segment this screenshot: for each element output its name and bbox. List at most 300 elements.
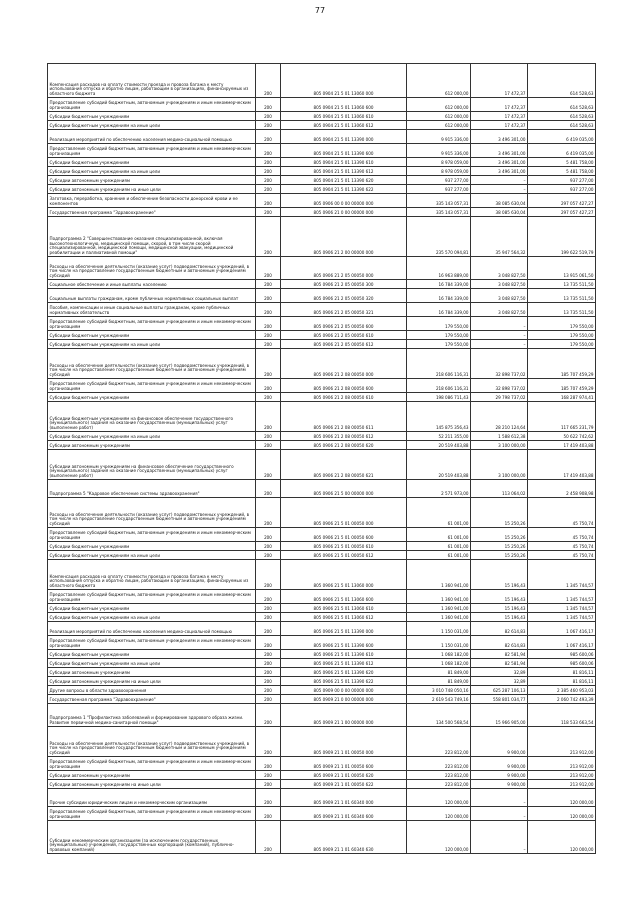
row-unexecuted-amount: 179 550,00	[528, 340, 596, 349]
row-budget-code: 805 0906 21 5 01 00050 612	[281, 551, 407, 560]
row-budget-code: 805 0906 21 2 08 00050 600	[281, 379, 407, 393]
row-description: Предоставление субсидий бюджетным, автономным учреждениям и иным некоммерческим организациям	[48, 590, 256, 604]
row-code-group: 200	[256, 121, 281, 130]
row-budget-code: 805 0906 21 5 01 13390 610	[281, 650, 407, 659]
row-code-group: 200	[256, 560, 281, 590]
row-approved-amount: 16 784 339,00	[407, 303, 471, 317]
row-unexecuted-amount: 120 000,00	[528, 807, 596, 821]
row-unexecuted-amount: 6 419 035,00	[528, 144, 596, 158]
row-description: Субсидии некоммерческим организациям (за исключением государственных (муниципальных) учреждений, государственных корпораций (компаний), публично-правовых компаний)	[48, 821, 256, 854]
row-description: Субсидии автономным учреждениям	[48, 668, 256, 677]
row-executed-amount: 9 900,00	[471, 757, 528, 771]
row-executed-amount: 9 900,00	[471, 727, 528, 757]
row-description: Предоставление субсидий бюджетным, автономным учреждениям и иным некоммерческим организациям	[48, 144, 256, 158]
row-description: Субсидии автономным учреждениям	[48, 441, 256, 450]
row-executed-amount: 3 048 827,50	[471, 303, 528, 317]
row-description: Заготовка, переработка, хранение и обеспечение безопасности донорской крови и ее компонентов	[48, 194, 256, 208]
row-unexecuted-amount: 120 000,00	[528, 789, 596, 807]
row-executed-amount: 32 898 737,02	[471, 379, 528, 393]
row-budget-code: 805 0904 21 5 01 13390 000	[281, 130, 407, 144]
table-row	[48, 393, 596, 402]
row-approved-amount: 8 978 059,00	[407, 167, 471, 176]
table-row	[48, 379, 596, 393]
row-description: Государственная программа "Здравоохранение"	[48, 208, 256, 217]
table-row	[48, 317, 596, 331]
row-executed-amount: 9 900,00	[471, 780, 528, 789]
table-row	[48, 349, 596, 379]
row-executed-amount: –	[471, 789, 528, 807]
row-code-group: 200	[256, 613, 281, 622]
row-unexecuted-amount: 81 816,11	[528, 668, 596, 677]
row-executed-amount: 82 581,94	[471, 650, 528, 659]
table-row	[48, 450, 596, 480]
row-description: Субсидии бюджетным учреждениям	[48, 542, 256, 551]
row-description: Субсидии бюджетным учреждениям на иные цели	[48, 167, 256, 176]
row-unexecuted-amount: 13 735 511,50	[528, 303, 596, 317]
row-budget-code: 805 0909 21 1 01 00050 622	[281, 780, 407, 789]
table-row	[48, 551, 596, 560]
page-number: 77	[314, 6, 326, 15]
row-code-group: 200	[256, 167, 281, 176]
row-unexecuted-amount: 937 277,00	[528, 176, 596, 185]
row-code-group: 200	[256, 757, 281, 771]
row-executed-amount: 15 250,26	[471, 542, 528, 551]
row-executed-amount: –	[471, 807, 528, 821]
row-approved-amount: 937 277,00	[407, 176, 471, 185]
row-description: Реализация мероприятий по обеспечению населения медико-социальной помощью	[48, 130, 256, 144]
row-budget-code: 805 0906 21 5 01 13390 000	[281, 622, 407, 636]
row-executed-amount: 15 196,43	[471, 590, 528, 604]
row-description: Субсидии бюджетным учреждениям на иные цели	[48, 432, 256, 441]
row-executed-amount: 17 472,37	[471, 98, 528, 112]
table-row	[48, 636, 596, 650]
row-budget-code: 805 0906 21 5 01 13060 610	[281, 604, 407, 613]
row-approved-amount: 937 277,00	[407, 185, 471, 194]
row-approved-amount: 223 812,00	[407, 727, 471, 757]
table-row	[48, 668, 596, 677]
row-approved-amount: 223 812,00	[407, 757, 471, 771]
row-code-group: 200	[256, 194, 281, 208]
table-row	[48, 432, 596, 441]
row-executed-amount: 82 614,83	[471, 622, 528, 636]
table-row	[48, 303, 596, 317]
row-unexecuted-amount: 937 277,00	[528, 185, 596, 194]
row-executed-amount: 15 196,43	[471, 560, 528, 590]
row-executed-amount: 15 250,26	[471, 528, 528, 542]
row-description: Предоставление субсидий бюджетным, автономным учреждениям и иным некоммерческим организациям	[48, 528, 256, 542]
table-row	[48, 659, 596, 668]
row-unexecuted-amount: 614 528,63	[528, 98, 596, 112]
table-row	[48, 498, 596, 528]
row-description: Предоставление субсидий бюджетным, автономным учреждениям и иным некоммерческим организациям	[48, 317, 256, 331]
row-budget-code: 805 0904 21 5 01 13060 610	[281, 112, 407, 121]
table-row	[48, 821, 596, 854]
row-code-group: 200	[256, 257, 281, 280]
row-description: Субсидии автономным учреждениям на финансовое обеспечение государственного (муниципального) задания на оказание государственных (муниципальных) услуг (выполнение работ)	[48, 450, 256, 480]
row-description: Социальные выплаты гражданам, кроме публичных нормативных социальных выплат	[48, 289, 256, 303]
row-approved-amount: 335 143 057,31	[407, 194, 471, 208]
row-approved-amount: 1 068 182,00	[407, 650, 471, 659]
row-code-group: 200	[256, 432, 281, 441]
row-description: Субсидии бюджетным учреждениям на иные цели	[48, 659, 256, 668]
row-code-group: 200	[256, 807, 281, 821]
row-approved-amount: 20 519 403,88	[407, 450, 471, 480]
row-approved-amount: 1 360 941,00	[407, 590, 471, 604]
row-unexecuted-amount: 45 750,74	[528, 498, 596, 528]
budget-table	[47, 63, 596, 854]
row-approved-amount: 16 784 339,00	[407, 289, 471, 303]
row-approved-amount: 81 849,00	[407, 677, 471, 686]
row-description: Субсидии бюджетным учреждениям на иные цели	[48, 340, 256, 349]
table-row	[48, 208, 596, 217]
row-approved-amount: 335 143 057,31	[407, 208, 471, 217]
row-approved-amount: 223 812,00	[407, 780, 471, 789]
row-budget-code: 805 0906 21 5 01 13060 600	[281, 590, 407, 604]
table-row	[48, 167, 596, 176]
row-unexecuted-amount: 17 419 403,88	[528, 441, 596, 450]
row-approved-amount: 81 849,00	[407, 668, 471, 677]
row-executed-amount: 15 196,43	[471, 613, 528, 622]
row-budget-code: 805 0906 21 5 01 00050 600	[281, 528, 407, 542]
row-description: Субсидии бюджетным учреждениям	[48, 650, 256, 659]
row-approved-amount: 61 001,00	[407, 498, 471, 528]
row-executed-amount: 3 496 301,00	[471, 167, 528, 176]
row-code-group: 200	[256, 340, 281, 349]
row-approved-amount: 612 000,00	[407, 121, 471, 130]
row-code-group: 200	[256, 280, 281, 289]
row-budget-code: 805 0906 21 2 05 00050 610	[281, 331, 407, 340]
row-unexecuted-amount: 5 481 758,00	[528, 158, 596, 167]
row-budget-code: 805 0909 21 0 00 00000 000	[281, 695, 407, 704]
row-code-group: 200	[256, 144, 281, 158]
table-row	[48, 144, 596, 158]
row-unexecuted-amount: 179 550,00	[528, 317, 596, 331]
row-unexecuted-amount: 1 345 744,57	[528, 590, 596, 604]
row-description: Субсидии автономным учреждениям на иные цели	[48, 780, 256, 789]
row-code-group: 200	[256, 393, 281, 402]
row-executed-amount: 3 496 301,00	[471, 144, 528, 158]
row-executed-amount: 3 048 827,50	[471, 257, 528, 280]
row-executed-amount: 32 898 737,02	[471, 349, 528, 379]
row-approved-amount: 2 619 543 749,16	[407, 695, 471, 704]
row-description: Субсидии бюджетным учреждениям на иные цели	[48, 121, 256, 130]
row-description: Компенсация расходов на оплату стоимости проезда и провоза багажа к месту использования отпуска и обратно лицам, работающим в организациях, финансируемых из областного бюджета	[48, 64, 256, 98]
row-budget-code: 805 0906 21 5 00 00000 000	[281, 480, 407, 498]
row-budget-code: 805 0906 21 5 01 13390 622	[281, 677, 407, 686]
row-budget-code: 805 0906 21 2 05 00050 321	[281, 303, 407, 317]
row-unexecuted-amount: 297 057 427,27	[528, 208, 596, 217]
row-unexecuted-amount: 50 622 742,62	[528, 432, 596, 441]
row-budget-code: 805 0904 21 5 01 13390 600	[281, 144, 407, 158]
table-row	[48, 677, 596, 686]
row-unexecuted-amount: 5 481 758,00	[528, 167, 596, 176]
row-budget-code: 805 0906 21 5 01 13060 000	[281, 560, 407, 590]
row-unexecuted-amount: 1 067 416,17	[528, 622, 596, 636]
row-budget-code: 805 0906 21 0 00 00000 000	[281, 208, 407, 217]
row-code-group: 200	[256, 64, 281, 98]
row-unexecuted-amount: 2 385 460 953,03	[528, 686, 596, 695]
row-description: Предоставление субсидий бюджетным, автономным учреждениям и иным некоммерческим организациям	[48, 757, 256, 771]
table-row	[48, 807, 596, 821]
table-row	[48, 217, 596, 257]
row-executed-amount: 17 472,37	[471, 112, 528, 121]
row-executed-amount: 38 085 630,04	[471, 208, 528, 217]
row-unexecuted-amount: 1 345 744,57	[528, 613, 596, 622]
row-code-group: 200	[256, 650, 281, 659]
row-unexecuted-amount: 117 665 231,79	[528, 402, 596, 432]
row-code-group: 200	[256, 659, 281, 668]
row-description: Субсидии бюджетным учреждениям на иные цели	[48, 613, 256, 622]
row-approved-amount: 218 606 116,31	[407, 379, 471, 393]
row-description: Расходы на обеспечение деятельности (оказание услуг) подведомственных учреждений, в том числе на предоставление государственным бюджетным и автономным учреждениям субсидий	[48, 498, 256, 528]
row-approved-amount: 9 915 336,00	[407, 130, 471, 144]
row-approved-amount: 1 360 941,00	[407, 560, 471, 590]
row-description: Пособия, компенсации и иные социальные выплаты гражданам, кроме публичных нормативных обязательств	[48, 303, 256, 317]
row-unexecuted-amount: 213 912,00	[528, 780, 596, 789]
row-budget-code: 805 0904 21 5 01 13390 622	[281, 185, 407, 194]
row-approved-amount: 61 001,00	[407, 551, 471, 560]
row-description: Расходы на обеспечение деятельности (оказание услуг) подведомственных учреждений, в том числе на предоставление государственным бюджетным и автономным учреждениям субсидий	[48, 727, 256, 757]
table-row	[48, 727, 596, 757]
row-code-group: 200	[256, 158, 281, 167]
row-description: Предоставление субсидий бюджетным, автономным учреждениям и иным некоммерческим организациям	[48, 379, 256, 393]
row-code-group: 200	[256, 780, 281, 789]
row-code-group: 200	[256, 185, 281, 194]
row-unexecuted-amount: 297 057 427,27	[528, 194, 596, 208]
row-approved-amount: 179 550,00	[407, 331, 471, 340]
row-description: Субсидии бюджетным учреждениям	[48, 112, 256, 121]
row-approved-amount: 3 010 748 050,16	[407, 686, 471, 695]
row-budget-code: 805 0906 21 5 01 13390 612	[281, 659, 407, 668]
row-executed-amount: 3 496 301,00	[471, 158, 528, 167]
table-row	[48, 331, 596, 340]
row-code-group: 200	[256, 217, 281, 257]
row-description: Подпрограмма 2 "Совершенствование оказания специализированной, включая высокотехнологичную, медицинской помощи, скорой, в том числе скорой специализированной, медицинской помощи, медицинской эвакуации, медицинской реабилитации и паллиативной помощи"	[48, 217, 256, 257]
row-description: Социальное обеспечение и иные выплаты населению	[48, 280, 256, 289]
row-description: Подпрограмма 5 "Кадровое обеспечение системы здравоохранения"	[48, 480, 256, 498]
table-row	[48, 771, 596, 780]
row-budget-code: 805 0906 21 2 08 00050 620	[281, 441, 407, 450]
row-budget-code: 805 0909 21 1 01 60340 600	[281, 807, 407, 821]
row-budget-code: 805 0906 21 2 08 00050 612	[281, 432, 407, 441]
row-code-group: 200	[256, 668, 281, 677]
row-unexecuted-amount: 1 067 416,17	[528, 636, 596, 650]
row-unexecuted-amount: 614 528,63	[528, 121, 596, 130]
row-approved-amount: 52 211 355,00	[407, 432, 471, 441]
table-row	[48, 528, 596, 542]
row-code-group: 200	[256, 379, 281, 393]
row-description: Субсидии бюджетным учреждениям на финансовое обеспечение государственного (муниципального) задания на оказание государственных (муниципальных) услуг (выполнение работ)	[48, 402, 256, 432]
row-unexecuted-amount: 13 735 511,50	[528, 289, 596, 303]
row-description: Субсидии бюджетным учреждениям	[48, 604, 256, 613]
row-unexecuted-amount: 2 458 908,98	[528, 480, 596, 498]
row-code-group: 200	[256, 821, 281, 854]
row-description: Государственная программа "Здравоохранение"	[48, 695, 256, 704]
row-budget-code: 805 0909 00 0 00 00000 000	[281, 686, 407, 695]
table-row	[48, 289, 596, 303]
row-budget-code: 805 0906 00 0 00 00000 000	[281, 194, 407, 208]
row-approved-amount: 223 812,00	[407, 771, 471, 780]
row-approved-amount: 1 150 031,00	[407, 622, 471, 636]
row-code-group: 200	[256, 528, 281, 542]
row-executed-amount: 9 900,00	[471, 771, 528, 780]
row-budget-code: 805 0906 21 5 01 13060 612	[281, 613, 407, 622]
row-budget-code: 805 0906 21 5 01 00050 000	[281, 498, 407, 528]
row-description: Компенсация расходов на оплату стоимости проезда и провоза багажа к месту использования отпуска и обратно лицам, работающим в организациях, финансируемых из областного бюджета	[48, 560, 256, 590]
row-approved-amount: 198 086 711,43	[407, 393, 471, 402]
row-budget-code: 805 0906 21 2 08 00050 610	[281, 393, 407, 402]
table-row	[48, 704, 596, 727]
row-unexecuted-amount: 81 816,11	[528, 677, 596, 686]
table-row	[48, 194, 596, 208]
row-unexecuted-amount: 45 750,74	[528, 528, 596, 542]
row-executed-amount: 3 100 000,00	[471, 441, 528, 450]
row-budget-code: 805 0906 21 2 05 00050 600	[281, 317, 407, 331]
table-row	[48, 441, 596, 450]
row-description: Расходы на обеспечение деятельности (оказание услуг) подведомственных учреждений, в том числе на предоставление государственным бюджетным и автономным учреждениям субсидий	[48, 257, 256, 280]
row-code-group: 200	[256, 98, 281, 112]
row-unexecuted-amount: 13 735 511,50	[528, 280, 596, 289]
row-budget-code: 805 0904 21 5 01 13390 612	[281, 167, 407, 176]
row-code-group: 200	[256, 542, 281, 551]
row-approved-amount: 8 978 059,00	[407, 158, 471, 167]
row-code-group: 200	[256, 289, 281, 303]
row-unexecuted-amount: 17 419 403,88	[528, 450, 596, 480]
row-code-group: 200	[256, 450, 281, 480]
row-code-group: 200	[256, 636, 281, 650]
row-code-group: 200	[256, 402, 281, 432]
row-description: Расходы на обеспечение деятельности (оказание услуг) подведомственных учреждений, в том числе на предоставление государственным бюджетным и автономным учреждениям субсидий	[48, 349, 256, 379]
row-approved-amount: 1 068 182,00	[407, 659, 471, 668]
row-code-group: 200	[256, 622, 281, 636]
row-approved-amount: 9 915 336,00	[407, 144, 471, 158]
table-row	[48, 695, 596, 704]
row-budget-code: 805 0906 21 2 08 00050 621	[281, 450, 407, 480]
row-code-group: 200	[256, 349, 281, 379]
table-row	[48, 176, 596, 185]
row-executed-amount: –	[471, 317, 528, 331]
row-description: Предоставление субсидий бюджетным, автономным учреждениям и иным некоммерческим организациям	[48, 807, 256, 821]
row-executed-amount: 15 250,26	[471, 498, 528, 528]
row-executed-amount: –	[471, 331, 528, 340]
row-executed-amount: 29 798 737,02	[471, 393, 528, 402]
row-budget-code: 805 0909 21 1 01 00050 620	[281, 771, 407, 780]
row-code-group: 200	[256, 789, 281, 807]
row-unexecuted-amount: 179 550,00	[528, 331, 596, 340]
row-executed-amount: 17 472,37	[471, 121, 528, 130]
row-approved-amount: 20 519 403,88	[407, 441, 471, 450]
row-approved-amount: 16 963 889,00	[407, 257, 471, 280]
row-unexecuted-amount: 185 707 459,29	[528, 349, 596, 379]
row-budget-code: 805 0906 21 2 08 00050 611	[281, 402, 407, 432]
row-description: Субсидии бюджетным учреждениям на иные цели	[48, 551, 256, 560]
row-description: Субсидии бюджетным учреждениям	[48, 393, 256, 402]
row-budget-code: 805 0904 21 5 01 13060 600	[281, 98, 407, 112]
table-row	[48, 340, 596, 349]
row-budget-code: 805 0904 21 5 01 13060 612	[281, 121, 407, 130]
table-row	[48, 98, 596, 112]
row-code-group: 200	[256, 590, 281, 604]
row-unexecuted-amount: 13 915 061,50	[528, 257, 596, 280]
row-executed-amount: 113 064,02	[471, 480, 528, 498]
row-description: Субсидии бюджетным учреждениям	[48, 158, 256, 167]
row-executed-amount: 3 048 827,50	[471, 280, 528, 289]
row-approved-amount: 1 360 941,00	[407, 613, 471, 622]
row-code-group: 200	[256, 441, 281, 450]
row-description: Субсидии автономным учреждениям	[48, 771, 256, 780]
row-budget-code: 805 0906 21 2 05 00050 300	[281, 280, 407, 289]
row-budget-code: 805 0904 21 5 01 13060 000	[281, 64, 407, 98]
row-executed-amount: –	[471, 176, 528, 185]
row-executed-amount: 15 250,26	[471, 551, 528, 560]
row-unexecuted-amount: 199 622 519,79	[528, 217, 596, 257]
row-budget-code: 805 0909 21 1 01 60340 630	[281, 821, 407, 854]
row-code-group: 200	[256, 317, 281, 331]
row-approved-amount: 16 784 339,00	[407, 280, 471, 289]
table-row	[48, 185, 596, 194]
row-code-group: 200	[256, 551, 281, 560]
row-approved-amount: 235 570 094,81	[407, 217, 471, 257]
row-executed-amount: 82 581,94	[471, 659, 528, 668]
row-description: Субсидии бюджетным учреждениям	[48, 331, 256, 340]
table-row	[48, 622, 596, 636]
row-budget-code: 805 0906 21 5 01 00050 610	[281, 542, 407, 551]
table-row	[48, 280, 596, 289]
row-executed-amount: 3 048 827,50	[471, 289, 528, 303]
row-budget-code: 805 0906 21 2 05 00050 612	[281, 340, 407, 349]
row-code-group: 200	[256, 112, 281, 121]
table-row	[48, 158, 596, 167]
table-row	[48, 590, 596, 604]
row-approved-amount: 120 000,00	[407, 807, 471, 821]
row-code-group: 200	[256, 130, 281, 144]
row-approved-amount: 2 571 973,00	[407, 480, 471, 498]
row-budget-code: 805 0906 21 5 01 13390 620	[281, 668, 407, 677]
row-budget-code: 805 0906 21 2 08 00050 000	[281, 349, 407, 379]
row-executed-amount: 15 196,43	[471, 604, 528, 613]
row-executed-amount: 1 588 612,38	[471, 432, 528, 441]
table-row	[48, 789, 596, 807]
table-row	[48, 64, 596, 98]
row-unexecuted-amount: 6 419 035,00	[528, 130, 596, 144]
row-description: Прочие субсидии юридическим лицам и некоммерческим организациям	[48, 789, 256, 807]
row-description: Предоставление субсидий бюджетным, автономным учреждениям и иным некоммерческим организациям	[48, 636, 256, 650]
row-approved-amount: 61 001,00	[407, 528, 471, 542]
row-unexecuted-amount: 2 060 742 493,39	[528, 695, 596, 704]
row-code-group: 200	[256, 480, 281, 498]
row-budget-code: 805 0906 21 5 01 13390 600	[281, 636, 407, 650]
row-unexecuted-amount: 985 600,06	[528, 650, 596, 659]
row-approved-amount: 218 606 116,31	[407, 349, 471, 379]
row-approved-amount: 179 550,00	[407, 340, 471, 349]
row-executed-amount: 28 210 124,64	[471, 402, 528, 432]
table-row	[48, 757, 596, 771]
row-executed-amount: 625 287 106,13	[471, 686, 528, 695]
row-unexecuted-amount: 118 533 663,54	[528, 704, 596, 727]
row-approved-amount: 612 000,00	[407, 112, 471, 121]
row-code-group: 200	[256, 686, 281, 695]
row-executed-amount: 32,89	[471, 668, 528, 677]
row-approved-amount: 120 000,00	[407, 789, 471, 807]
row-description: Субсидии автономным учреждениям	[48, 176, 256, 185]
row-description: Реализация мероприятий по обеспечению населения медико-социальной помощью	[48, 622, 256, 636]
row-approved-amount: 179 550,00	[407, 317, 471, 331]
row-unexecuted-amount: 614 528,63	[528, 64, 596, 98]
row-code-group: 200	[256, 771, 281, 780]
row-approved-amount: 145 875 356,43	[407, 402, 471, 432]
row-executed-amount: 82 614,83	[471, 636, 528, 650]
row-executed-amount: 35 947 564,32	[471, 217, 528, 257]
